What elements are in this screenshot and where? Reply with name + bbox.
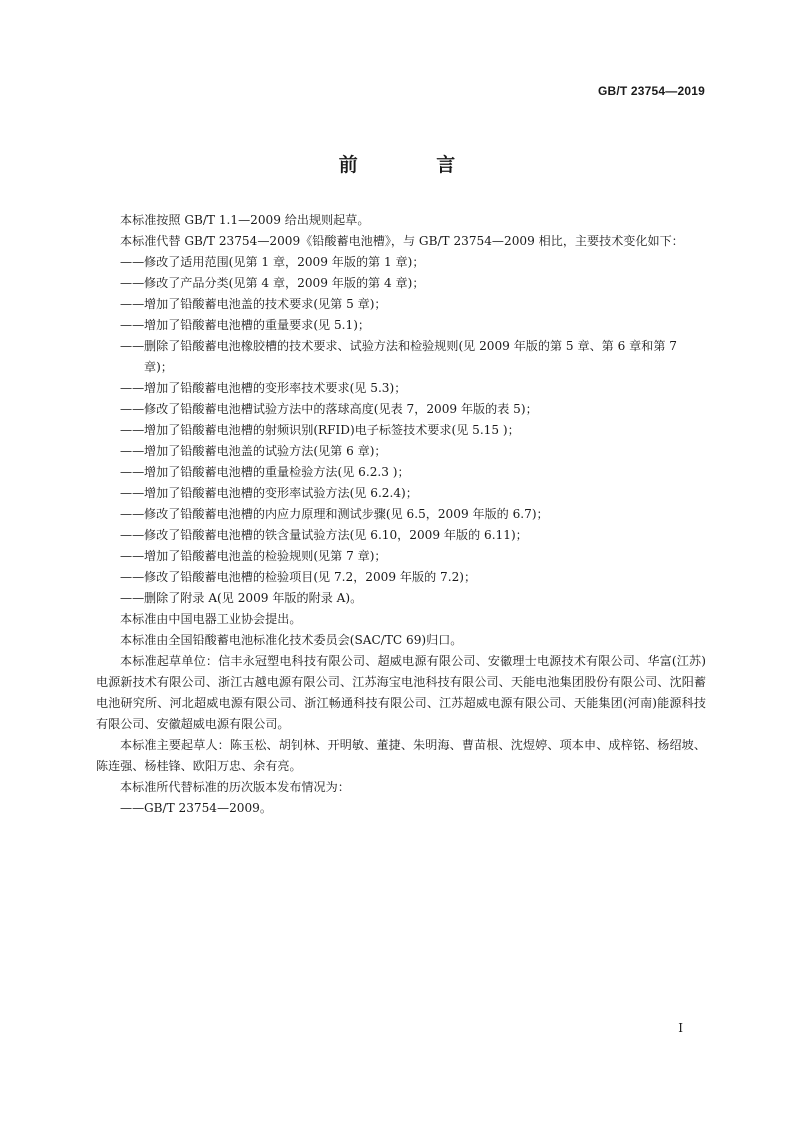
list-item-text: 增加了铅酸蓄电池盖的检验规则(见第 7 章)； — [144, 549, 387, 563]
paragraph-drafters: 本标准主要起草人：陈玉松、胡钊林、开明敏、董捷、朱明海、曹苗根、沈煜婷、项本申、成梓铭、杨绍坡、陈连强、杨桂锋、欧阳万忠、余有亮。 — [96, 738, 706, 773]
changes-list — [96, 252, 706, 609]
dash: —— — [120, 339, 145, 353]
dash: —— — [120, 444, 145, 458]
dash: —— — [120, 801, 145, 815]
list-item — [96, 462, 706, 483]
list-item — [96, 567, 706, 588]
list-item — [96, 273, 706, 294]
list-item-text: 修改了适用范围(见第 1 章，2009 年版的第 1 章)； — [144, 255, 425, 269]
list-item — [96, 252, 706, 273]
dash: —— — [120, 381, 145, 395]
dash: —— — [120, 297, 145, 311]
dash: —— — [120, 276, 145, 290]
page-title: 前 言 — [338, 154, 492, 176]
list-item — [96, 441, 706, 462]
list-item — [96, 504, 706, 525]
dash: —— — [120, 318, 145, 332]
dash: —— — [120, 591, 145, 605]
list-item-text: 修改了产品分类(见第 4 章，2009 年版的第 4 章)； — [144, 276, 425, 290]
list-item — [96, 378, 706, 399]
dash: —— — [120, 570, 145, 584]
list-item — [96, 798, 706, 819]
dash: —— — [120, 528, 145, 542]
list-item-text: GB/T 23754—2009。 — [144, 801, 272, 815]
list-item-text: 删除了铅酸蓄电池橡胶槽的技术要求、试验方法和检验规则(见 2009 年版的第 5 章、第 6 章和第 7 章)； — [144, 339, 677, 374]
dash: —— — [120, 465, 145, 479]
list-item-text: 修改了铅酸蓄电池槽试验方法中的落球高度(见表 7，2009 年版的表 5)； — [144, 402, 538, 416]
list-item — [96, 525, 706, 546]
list-item — [96, 399, 706, 420]
list-item-text: 增加了铅酸蓄电池槽的变形率技术要求(见 5.3)； — [144, 381, 407, 395]
paragraph-drafting-units: 本标准起草单位：信丰永冠塑电科技有限公司、超威电源有限公司、安徽理士电源技术有限公司、华富(江苏)电源新技术有限公司、浙江古越电源有限公司、江苏海宝电池科技有限公司、天能电池集团股份有限公司、沈阳蓄电池研究所、河北超威电源有限公司、浙江畅通科技有限公司、江苏超威电源有限公司、天能集团(河南)能源科技有限公司、安徽超威电源有限公司。 — [96, 654, 706, 731]
paragraph: 本标准由全国铅酸蓄电池标准化技术委员会(SAC/TC 69)归口。 — [120, 633, 463, 647]
list-item-text: 增加了铅酸蓄电池盖的技术要求(见第 5 章)； — [144, 297, 387, 311]
dash: —— — [120, 255, 145, 269]
document-body — [96, 210, 706, 819]
list-item-text: 增加了铅酸蓄电池槽的射频识别(RFID)电子标签技术要求(见 5.15 )； — [144, 423, 520, 437]
list-item-text: 修改了铅酸蓄电池槽的检验项目(见 7.2，2009 年版的 7.2)； — [144, 570, 477, 584]
paragraph: 本标准按照 GB/T 1.1—2009 给出规则起草。 — [120, 213, 370, 227]
dash: —— — [120, 549, 145, 563]
page-number: I — [678, 1021, 683, 1035]
list-item-text: 修改了铅酸蓄电池槽的内应力原理和测试步骤(见 6.5，2009 年版的 6.7)； — [144, 507, 549, 521]
standard-code: GB/T 23754—2019 — [597, 84, 705, 98]
list-item-text: 删除了附录 A(见 2009 年版的附录 A)。 — [144, 591, 363, 605]
list-item-text: 修改了铅酸蓄电池槽的铁含量试验方法(见 6.10，2009 年版的 6.11)； — [144, 528, 528, 542]
list-item — [96, 546, 706, 567]
dash: —— — [120, 423, 145, 437]
list-item-text: 增加了铅酸蓄电池槽的重量检验方法(见 6.2.3 )； — [144, 465, 410, 479]
list-item — [96, 588, 706, 609]
dash: —— — [120, 507, 145, 521]
list-item-text: 增加了铅酸蓄电池槽的变形率试验方法(见 6.2.4)； — [144, 486, 418, 500]
list-item — [96, 420, 706, 441]
list-item — [96, 483, 706, 504]
list-item — [96, 315, 706, 336]
list-item — [96, 336, 706, 378]
paragraph: 本标准代替 GB/T 23754—2009《铅酸蓄电池槽》，与 GB/T 23754—2009 相比，主要技术变化如下： — [120, 234, 684, 248]
paragraph: 本标准所代替标准的历次版本发布情况为： — [120, 780, 350, 794]
dash: —— — [120, 402, 145, 416]
paragraph: 本标准由中国电器工业协会提出。 — [120, 612, 302, 626]
list-item — [96, 294, 706, 315]
list-item-text: 增加了铅酸蓄电池槽的重量要求(见 5.1)； — [144, 318, 371, 332]
list-item-text: 增加了铅酸蓄电池盖的试验方法(见第 6 章)； — [144, 444, 387, 458]
dash: —— — [120, 486, 145, 500]
